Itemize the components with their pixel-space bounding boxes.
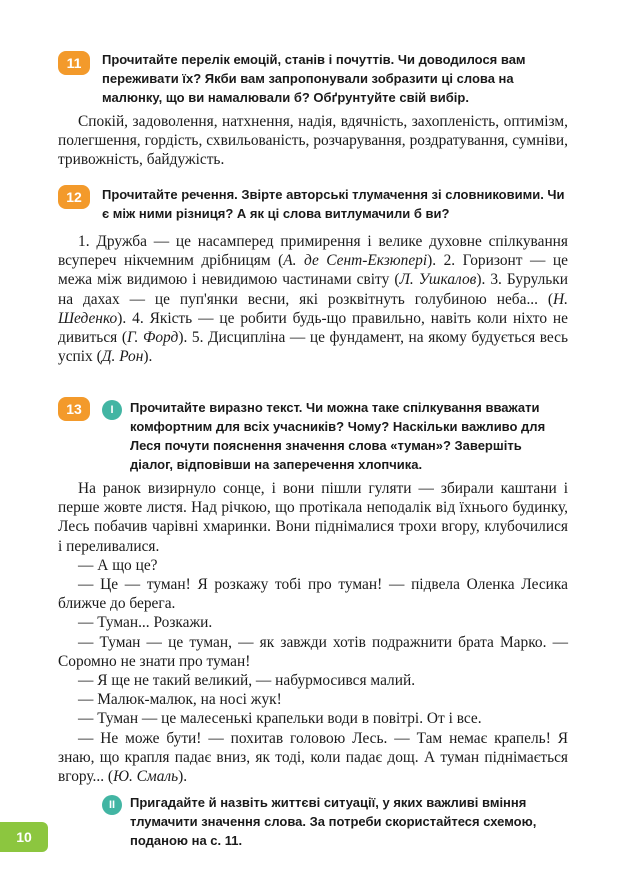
last-line-end: ). [178,768,188,786]
part-label: II [108,799,116,811]
task-number: 12 [66,189,82,205]
task-12-badge [58,185,90,209]
sentence-4: ). 4. Якість — це робити будь-що правильно, навіть коли ніхто не дивиться ( [58,309,568,347]
dialogue-line: — А що це? [78,556,158,574]
task-13-badge [58,397,90,421]
dialogue-line: — Туман — це туман, — як завжди хотів подражнити брата Марко. — Соромно не знати про туман! [58,633,568,670]
story-paragraph: На ранок визирнуло сонце, і вони пішли гуляти — збирали каштани і перше жовте листя. Над річкою, що протікала неподалік від їхнього будинку, Лесь побачив чарівні хмаринки. Вони піднімалися трохи вгору, клубочилися і переливалися. [58,480,568,555]
dialogue-line: — Туман — це малесенькі крапельки води в повітрі. От і все. [78,710,482,728]
author-4: Г. Форд [126,329,179,347]
part-2-badge [102,795,122,815]
page-number-badge [0,822,48,852]
task-13-part-1-instruction: Прочитайте виразно текст. Чи можна таке спілкування вважати комфортним для всіх учасників? Чому? Наскільки важливо для Леся почути пояснення значення слова «туман»? Завершіть діалог, відповівши на заперечення хлопчика. [130,400,546,472]
part-1-badge [102,400,122,420]
dialogue-line: — Це — туман! Я розкажу тобі про туман! — підвела Оленка Лесика ближче до берега. [58,576,568,613]
last-line-text: — Не може бути! — похитав головою Лесь. — Там немає крапель! Я знаю, що крапля падає вниз, як тоді, коли падає дощ. А туман піднімається вгору... ( [58,729,568,786]
task-number: 11 [66,55,82,71]
emotions-list: Спокій, задоволення, натхнення, надія, вдячність, захопленість, оптимізм, полегшення, гордість, схвильованість, розчарування, роздратування, сумніви, тривожність, байдужість. [58,113,568,169]
task-11-badge [58,51,90,75]
story-author: Ю. Смаль [113,768,179,786]
task-13-story [58,479,568,786]
page-number: 10 [16,829,32,845]
part-label: I [110,404,114,416]
dialogue-line: — Малюк-малюк, на носі жук! [78,691,282,709]
task-12-sentences [58,232,568,366]
author-3: Н. Шеденко [58,290,568,327]
sentence-end: ). [143,348,153,366]
sentence-3: ). 3. Бурульки на дахах — це пуп'янки весни, які розквітнуть голубиною неба... ( [58,271,568,308]
author-1: А. де Сент-Екзюпері [283,252,428,270]
task-12-instruction: Прочитайте речення. Звірте авторські тлумачення зі словниковими. Чи є між ними різниця? А як ці слова витлумачили б ви? [102,187,565,221]
author-5: Д. Рон [101,348,144,366]
dialogue-line: — Туман... Розкажи. [78,614,213,632]
sentence-5: ). 5. Дисципліна — це фундамент, на якому будується весь успіх ( [58,329,568,366]
dialogue-line: — Я ще не такий великий, — набурмосився малий. [78,672,416,690]
dialogue-line-last [58,729,568,787]
sentence-1: 1. Дружба — це насамперед примирення і велике духовне спілкування всупереч нікчемним дрібницям ( [58,233,568,270]
task-11-instruction: Прочитайте перелік емоцій, станів і почуттів. Чи доводилося вам переживати їх? Якби вам запропонували зобразити ці слова на малюнку, що ви намалювали б? Обґрунтуйте свій вибір. [102,52,526,105]
author-2: Л. Ушкалов [399,271,477,289]
task-number: 13 [66,401,82,417]
sentence-2: ). 2. Горизонт — це межа між видимою і невидимою частинами світу ( [58,252,568,289]
task-13-part-2-instruction: Пригадайте й назвіть життєві ситуації, у яких важливі вміння тлумачити значення слова. За потреби скористайтеся схемою, поданою на с. 11. [130,795,537,848]
sentences-paragraph [58,232,568,366]
task-11-text [58,112,568,170]
